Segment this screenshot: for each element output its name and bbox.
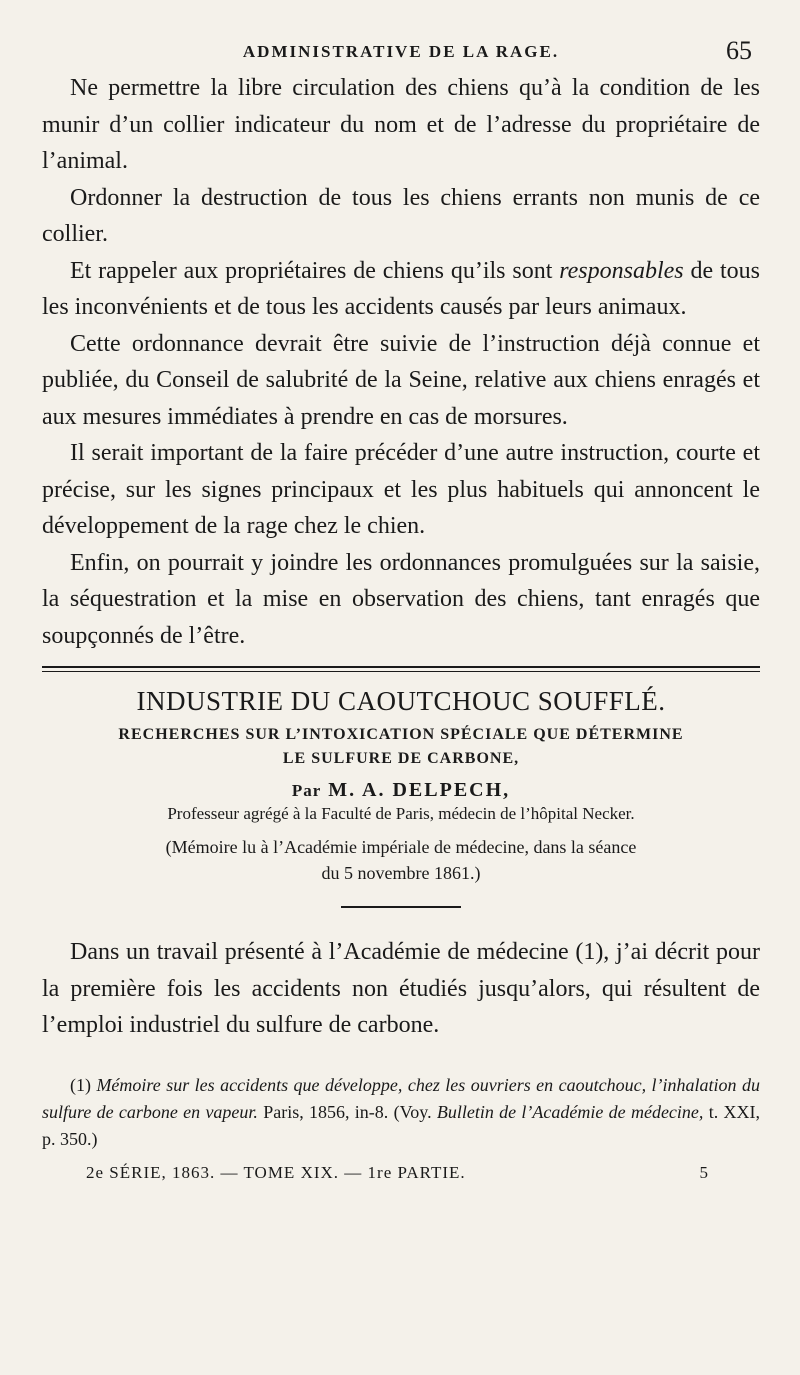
author-affiliation: Professeur agrégé à la Faculté de Paris, médecin de l’hôpital Necker. xyxy=(167,804,635,823)
page-number: 65 xyxy=(726,36,752,65)
body-paragraph-5: Il serait important de la faire précéder d’une autre instruction, courte et précise, sur les signes principaux et les plus habituels qui annoncent le développement de la rage chez le chien. xyxy=(42,440,760,539)
memoir-note xyxy=(42,834,760,886)
signature-number: 5 xyxy=(699,1162,708,1182)
article-author xyxy=(42,779,760,802)
author-prefix: Par xyxy=(291,781,322,800)
footnote xyxy=(42,1072,760,1153)
body-paragraph-4: Cette ordonnance devrait être suivie de l’instruction déjà connue et publiée, du Conseil de salubrité de la Seine, relative aux chiens enragés et aux mesures immédiates à prendre en cas de morsures. xyxy=(42,330,760,430)
running-head: ADMINISTRATIVE DE LA RAGE. xyxy=(242,42,560,61)
signature-series: 2e SÉRIE, 1863. — TOME XIX. — 1re PARTIE. xyxy=(86,1162,466,1182)
page xyxy=(42,30,760,1193)
paragraph-text: de tous les inconvénients et de tous les accidents causés par leurs animaux. xyxy=(42,257,760,320)
footnote-text-end: t. XXI, p. 350.) xyxy=(42,1101,760,1149)
article-intro-paragraph: Dans un travail présenté à l’Académie de médecine (1), j’ai décrit pour la première fois les accidents non étudiés jusqu’alors, qui résultent de l’emploi industriel du sulfure de carbone. xyxy=(42,939,760,1038)
article-subtitle-line-2: LE SULFURE DE CARBONE, xyxy=(282,750,520,767)
article-subtitle-line-1: RECHERCHES SUR L’INTOXICATION SPÉCIALE QUE DÉTERMINE xyxy=(118,726,684,743)
signature-line xyxy=(42,1163,760,1193)
footnote-italic-1: Mémoire sur les accidents que développe, chez les ouvriers en caoutchouc, l’inhalation du sulfure de carbone en vapeur. xyxy=(42,1074,760,1122)
body-paragraph-6: Enfin, on pourrait y joindre les ordonnances promulguées sur la saisie, la séquestration et la mise en observation des chiens, tant enragés que soupçonnés de l’être. xyxy=(42,549,760,649)
paragraph-text: Et rappeler aux propriétaires de chiens qu’ils sont xyxy=(70,257,560,284)
body-paragraph-2: Ordonner la destruction de tous les chiens errants non munis de ce collier. xyxy=(42,184,760,247)
author-name: M. A. DELPECH, xyxy=(328,779,511,801)
italic-text: responsables xyxy=(559,257,684,284)
memoir-line-2: du 5 novembre 1861.) xyxy=(321,863,481,883)
body-paragraph-1: Ne permettre la libre circulation des chiens qu’à la condition de les munir d’un collier indicateur du nom et de l’adresse du propriétaire de l’animal. xyxy=(42,75,760,174)
footnote-italic-2: Bulletin de l’Académie de médecine, xyxy=(436,1101,704,1122)
body-paragraph-3 xyxy=(42,253,760,326)
short-divider xyxy=(341,906,461,908)
section-divider xyxy=(42,666,760,672)
footnote-text: Paris, 1856, in-8. (Voy. xyxy=(257,1101,437,1122)
article-title: INDUSTRIE DU CAOUTCHOUC SOUFFLÉ. xyxy=(136,686,666,716)
footnote-marker: (1) xyxy=(70,1074,97,1095)
memoir-line-1: (Mémoire lu à l’Académie impériale de médecine, dans la séance xyxy=(165,837,637,857)
page-header xyxy=(42,30,760,70)
